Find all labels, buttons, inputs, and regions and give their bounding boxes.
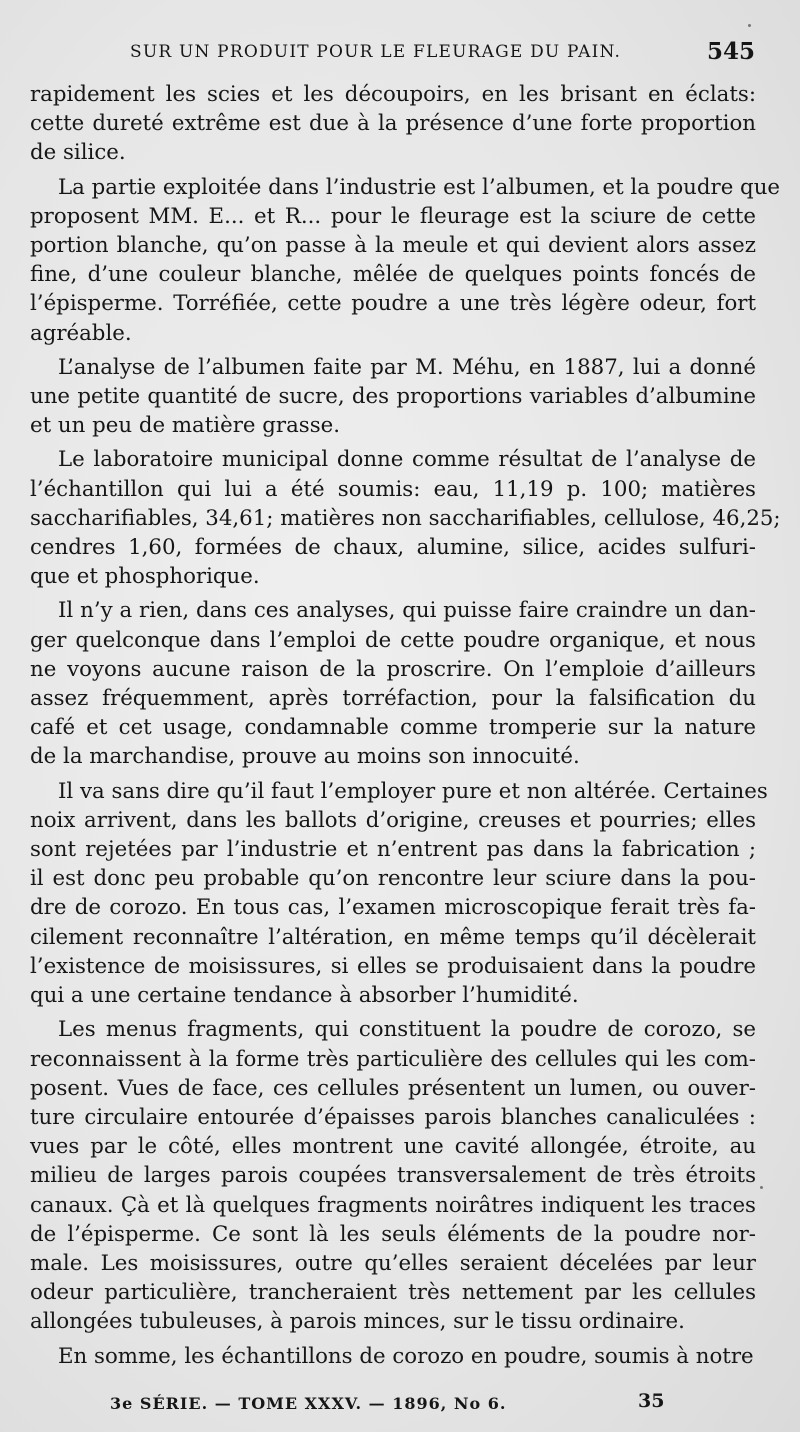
footer-signature-mark: 35 — [638, 1390, 665, 1412]
page-number: 545 — [706, 38, 755, 65]
text-line: l’épisperme. Torréfiée, cette poudre a une très légère odeur, fort — [30, 291, 756, 317]
text-line: ture circulaire entourée d’épaisses parois blanches canaliculées : — [30, 1104, 756, 1130]
paragraph — [30, 445, 781, 591]
scan-speck — [760, 1186, 763, 1189]
paragraph — [30, 80, 756, 168]
text-line: Il n’y a rien, dans ces analyses, qui puisse faire craindre un dan- — [58, 598, 756, 624]
text-line: une petite quantité de sucre, des proportions variables d’albumine — [30, 384, 756, 410]
text-line: cendres 1,60, formées de chaux, alumine, silice, acides sulfuri- — [30, 535, 756, 561]
text-line: canaux. Çà et là quelques fragments noirâtres indiquent les traces — [30, 1192, 756, 1218]
text-line: qui a une certaine tendance à absorber l’humidité. — [30, 983, 579, 1009]
text-line: Les menus fragments, qui constituent la poudre de corozo, se — [58, 1017, 756, 1043]
text-line: portion blanche, qu’on passe à la meule et qui devient alors assez — [30, 233, 756, 259]
text-line: En somme, les échantillons de corozo en poudre, soumis à notre — [58, 1343, 754, 1369]
text-line: sont rejetées par l’industrie et n’entrent pas dans la fabrication ; — [30, 837, 756, 863]
scan-speck — [748, 24, 751, 27]
text-line: ger quelconque dans l’emploi de cette poudre organique, et nous — [30, 627, 756, 653]
text-line: cette dureté extrême est due à la présence d’une forte proportion — [30, 111, 756, 137]
text-line: l’échantillon qui lui a été soumis: eau, 11,19 p. 100; matières — [30, 476, 756, 502]
text-line: et un peu de matière grasse. — [30, 413, 341, 439]
text-line: de silice. — [30, 140, 126, 166]
page-footer — [30, 1390, 756, 1420]
text-line: posent. Vues de face, ces cellules présentent un lumen, ou ouver- — [30, 1075, 756, 1101]
text-line: fine, d’une couleur blanche, mêlée de quelques points foncés de — [30, 262, 756, 288]
text-line: rapidement les scies et les découpoirs, en les brisant en éclats: — [30, 82, 756, 107]
text-line: de l’épisperme. Ce sont là les seuls éléments de la poudre nor- — [30, 1221, 756, 1247]
paragraph — [30, 353, 756, 441]
text-line: ne voyons aucune raison de la proscrire. On l’emploie d’ailleurs — [30, 656, 756, 682]
text-line: saccharifiables, 34,61; matières non saccharifiables, cellulose, 46,25; — [30, 505, 781, 531]
text-line: L’analyse de l’albumen faite par M. Méhu, en 1887, lui a donné — [58, 354, 756, 380]
paragraph — [30, 1015, 756, 1336]
paragraph — [30, 596, 756, 771]
running-title: SUR UN PRODUIT POUR LE FLEURAGE DU PAIN. — [130, 42, 622, 62]
text-line: il est donc peu probable qu’on rencontre leur sciure dans la pou- — [30, 866, 756, 892]
text-line: Le laboratoire municipal donne comme résultat de l’analyse de — [58, 447, 756, 473]
paragraph — [30, 777, 768, 1011]
text-line: La partie exploitée dans l’industrie est l’albumen, et la poudre que — [58, 174, 781, 200]
text-line: que et phosphorique. — [30, 564, 260, 590]
text-line: agréable. — [30, 320, 132, 346]
text-line: odeur particulière, trancheraient très nettement par les cellules — [30, 1280, 756, 1306]
text-line: allongées tubuleuses, à parois minces, sur le tissu ordinaire. — [30, 1309, 685, 1335]
text-line: reconnaissent à la forme très particulière des cellules qui les com- — [30, 1046, 756, 1072]
text-line: l’existence de moisissures, si elles se produisaient dans la poudre — [30, 953, 756, 979]
text-line: noix arrivent, dans les ballots d’origine, creuses et pourries; elles — [30, 807, 756, 833]
footer-series-line: 3e SÉRIE. — TOME XXXV. — 1896, No 6. — [110, 1394, 507, 1413]
text-line: de la marchandise, prouve au moins son innocuité. — [30, 744, 580, 770]
text-line: milieu de larges parois coupées transversalement de très étroits — [30, 1163, 756, 1189]
text-line: cilement reconnaître l’altération, en même temps qu’il décèlerait — [30, 924, 756, 950]
text-line: male. Les moisissures, outre qu’elles seraient décelées par leur — [30, 1250, 756, 1276]
paragraph — [30, 1342, 756, 1371]
body-text — [30, 80, 781, 1371]
paragraph — [30, 173, 781, 348]
text-line: assez fréquemment, après torréfaction, pour la falsification du — [30, 686, 756, 712]
page-header — [30, 38, 755, 72]
text-line: dre de corozo. En tous cas, l’examen microscopique ferait très fa- — [30, 895, 756, 921]
text-line: café et cet usage, condamnable comme tromperie sur la nature — [30, 715, 756, 741]
text-line: vues par le côté, elles montrent une cavité allongée, étroite, au — [30, 1134, 756, 1160]
text-line: proposent MM. E... et R... pour le fleurage est la sciure de cette — [30, 203, 756, 229]
text-line: Il va sans dire qu’il faut l’employer pure et non altérée. Certaines — [58, 778, 768, 804]
